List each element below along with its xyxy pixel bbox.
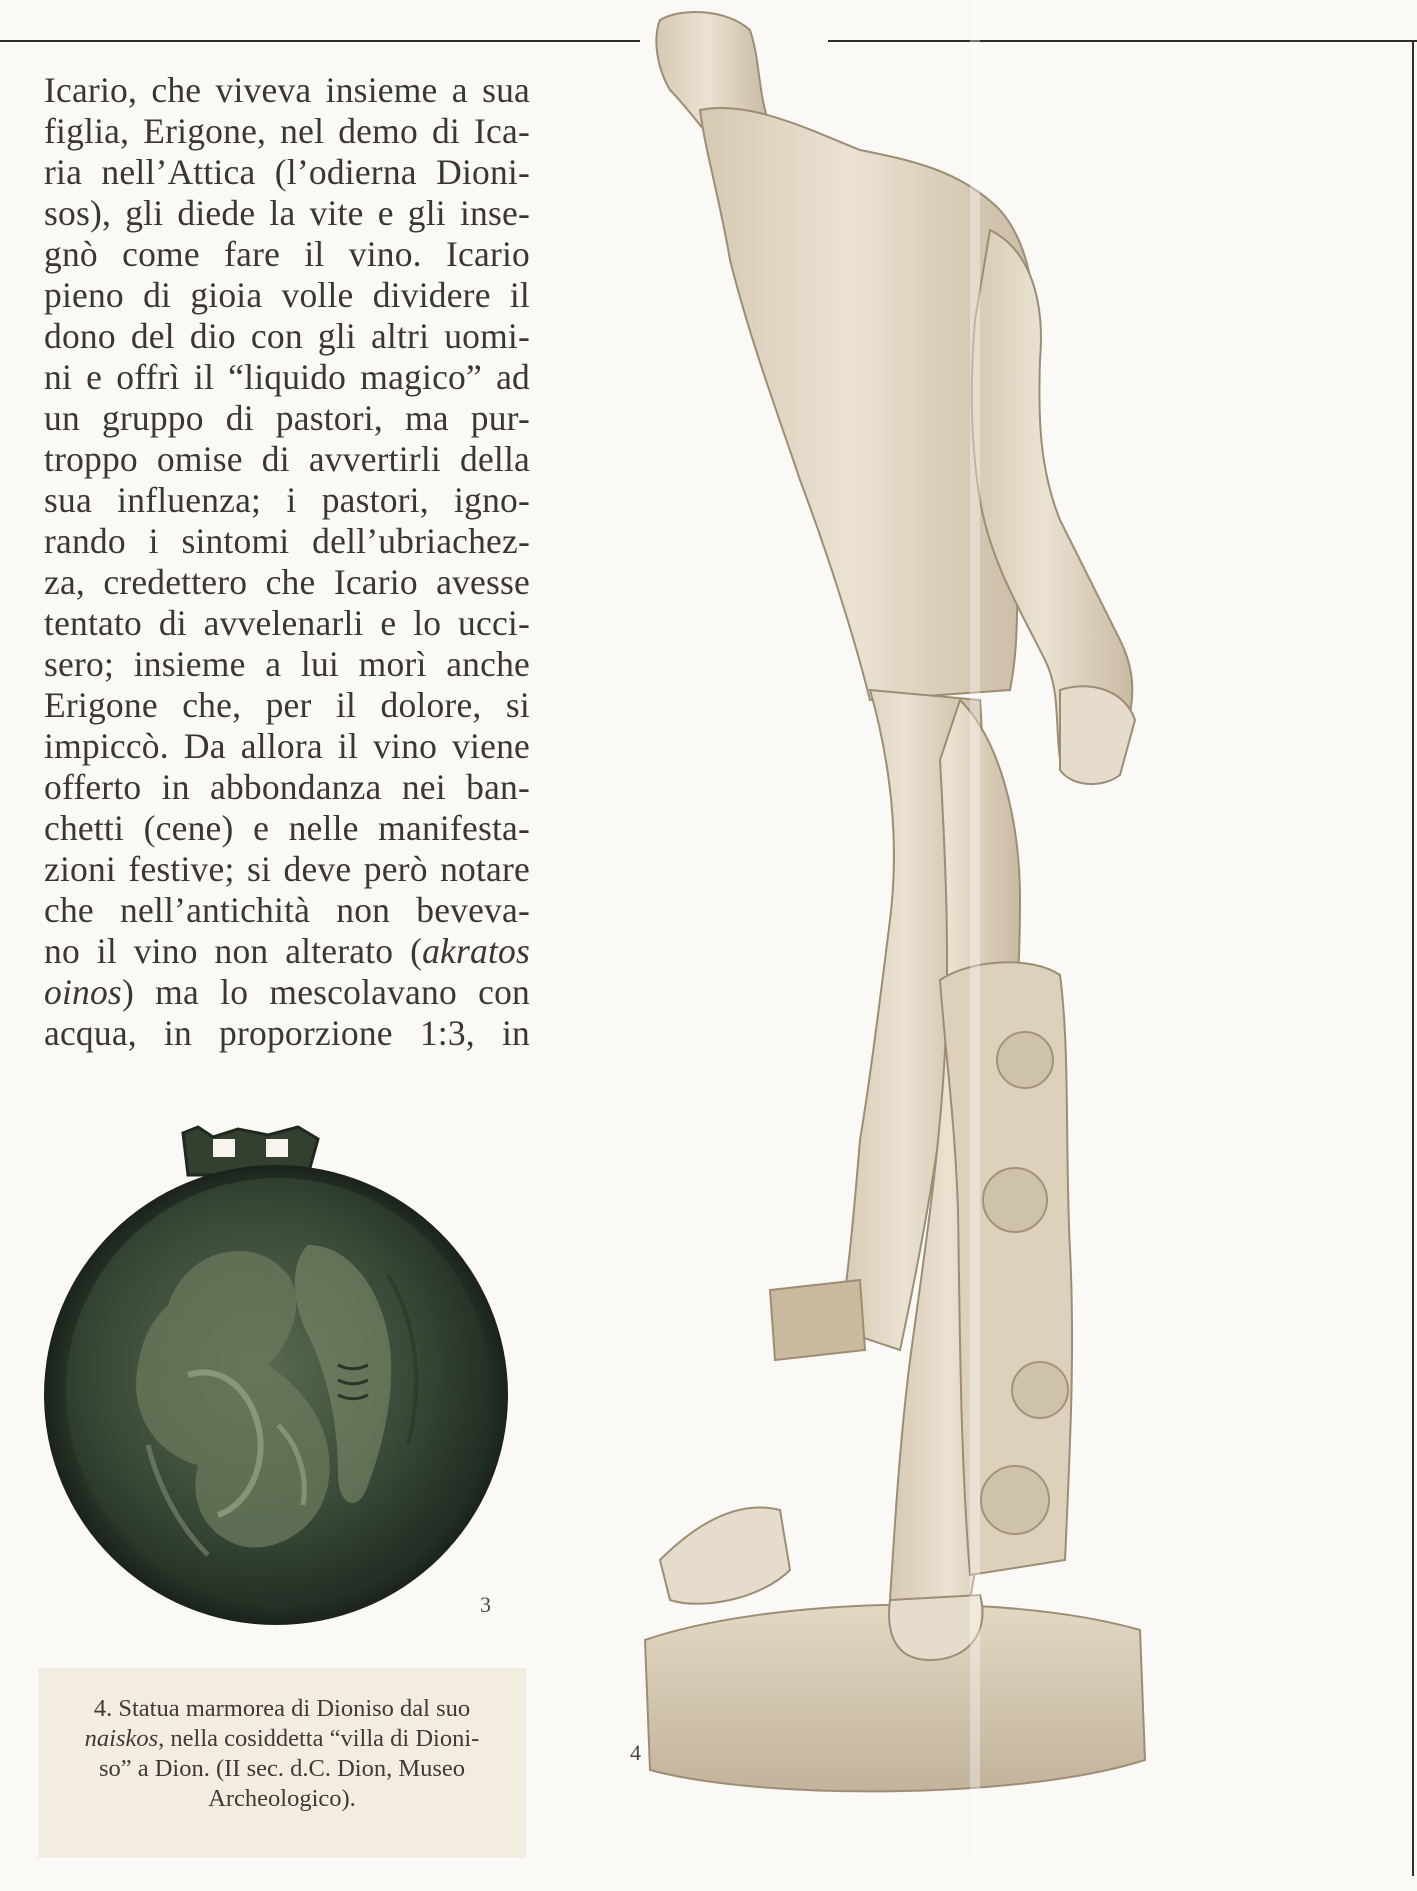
top-rule-left bbox=[0, 40, 640, 42]
text-line: Icario, che viveva insieme a sua bbox=[44, 70, 530, 110]
caption-italic-term: naiskos bbox=[84, 1725, 159, 1752]
text-line: ria nell’Attica (l’odierna Dioni- bbox=[44, 152, 530, 192]
text-line: rando i sintomi dell’ubriachez- bbox=[44, 521, 530, 561]
text-line: Erigone che, per il dolore, si bbox=[44, 685, 530, 725]
text-line-with-italic bbox=[44, 931, 530, 972]
caption-segment: , nella cosiddetta “villa di Dioni- bbox=[158, 1725, 480, 1752]
text-line: sos), gli diede la vite e gli inse- bbox=[44, 193, 530, 233]
text-line: zioni festive; si deve però notare bbox=[44, 849, 530, 889]
text-line: dono del dio con gli altri uomi- bbox=[44, 316, 530, 356]
text-segment: no il vino non alterato ( bbox=[44, 931, 423, 971]
text-line: pieno di gioia volle dividere il bbox=[44, 275, 530, 315]
text-line: offerto in abbondanza nei ban- bbox=[44, 767, 530, 807]
text-line: za, credettero che Icario avesse bbox=[44, 562, 530, 602]
figure-4-caption-box bbox=[38, 1668, 526, 1858]
text-line: troppo omise di avvertirli della bbox=[44, 439, 530, 479]
text-line: che nell’antichità non beveva- bbox=[44, 890, 530, 930]
article-body bbox=[44, 70, 530, 1054]
text-line: gnò come fare il vino. Icario bbox=[44, 234, 530, 274]
figure-4-number: 4 bbox=[630, 1740, 641, 1765]
figure-4-caption bbox=[56, 1694, 508, 1814]
caption-line: so” a Dion. (II sec. d.C. Dion, Museo bbox=[98, 1755, 466, 1782]
caption-line: 4. Statua marmorea di Dioniso dal suo bbox=[93, 1695, 471, 1722]
marble-statue-image bbox=[640, 0, 1340, 1860]
text-line: acqua, in proporzione 1:3, in bbox=[44, 1013, 530, 1053]
bronze-medallion-image bbox=[38, 1125, 508, 1625]
text-line: chetti (cene) e nelle manifesta- bbox=[44, 808, 530, 848]
text-line: impiccò. Da allora il vino viene bbox=[44, 726, 530, 766]
text-line: un gruppo di pastori, ma pur- bbox=[44, 398, 530, 438]
text-segment: ) ma lo mescolavano con bbox=[121, 972, 530, 1012]
text-line-with-italic bbox=[44, 972, 530, 1013]
figure-3-bronze-medallion bbox=[38, 1125, 508, 1625]
caption-line bbox=[56, 1724, 508, 1754]
figure-4-marble-statue bbox=[640, 0, 1340, 1860]
caption-line: Archeologico). bbox=[208, 1785, 356, 1812]
italic-term: oinos bbox=[44, 972, 122, 1012]
text-line: sero; insieme a lui morì anche bbox=[44, 644, 530, 684]
text-line: ni e offrì il “liquido magico” ad bbox=[44, 357, 530, 397]
text-line: tentato di avvelenarli e lo ucci- bbox=[44, 603, 530, 643]
italic-term: akratos bbox=[422, 931, 530, 971]
text-line: figlia, Erigone, nel demo di Ica- bbox=[44, 111, 530, 151]
text-line: sua influenza; i pastori, igno- bbox=[44, 480, 530, 520]
figure-3-number: 3 bbox=[480, 1592, 491, 1617]
right-page-border bbox=[1412, 40, 1414, 1876]
